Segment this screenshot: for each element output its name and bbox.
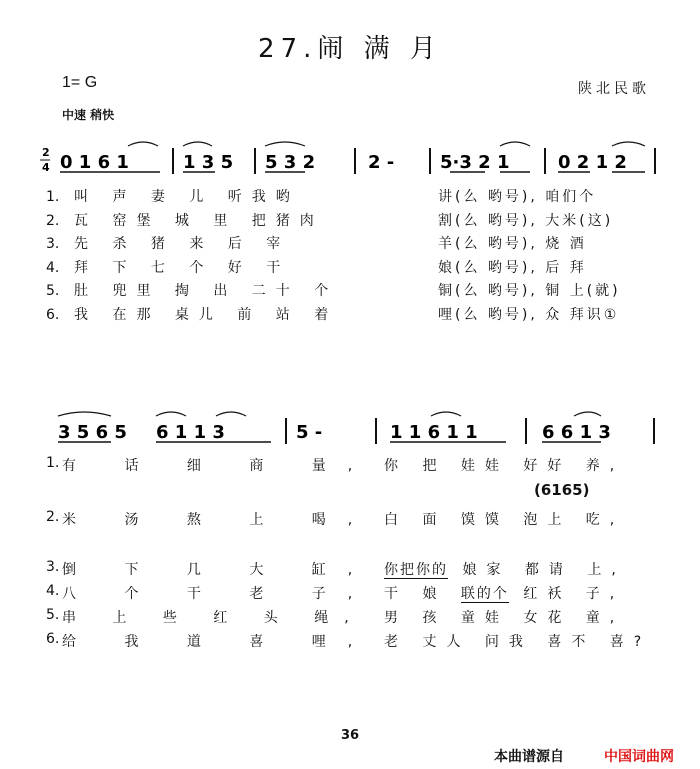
lyric-line: 3. 先 杀 猪 来 后 宰 羊(么 哟号), 烧 酒: [46, 236, 587, 252]
watermark-right: 中国词曲网: [604, 749, 674, 765]
lyrics-block-2: [46, 455, 656, 655]
measure-5: 5·3 2 1: [440, 152, 510, 173]
lyric-line: 5. 串 上 些 红 头 绳, 男 孩 童娃 女花 童,: [46, 607, 625, 626]
measure-3: 5 3 2: [265, 152, 316, 173]
staff-system-2: [56, 410, 661, 454]
watermark-left: 本曲谱源自: [494, 749, 564, 765]
lyric-line: 1. 叫 声 妻 儿 听我哟 讲(么 哟号), 咱们个: [46, 189, 597, 205]
measure-7: 3 5 6 5: [58, 422, 127, 443]
time-signature-bottom: 4: [42, 161, 50, 174]
measure-11: 6 6 1 3: [542, 422, 611, 443]
tempo-marking: 中速 稍快: [62, 108, 115, 122]
lyrics-block-1: [46, 186, 656, 327]
page-number: 36: [340, 728, 360, 743]
measure-4: 2 -: [368, 152, 395, 173]
measure-8: 6 1 1 3: [156, 422, 225, 443]
key-signature: 1= G: [62, 74, 98, 91]
lyric-line: 6. 我 在那 桌儿 前 站 着 哩(么 哟号), 众 拜识①: [46, 306, 620, 323]
lyric-line: 6. 给 我 道 喜 哩, 老 丈人 问我 喜不 喜?: [46, 631, 652, 650]
lyric-line: 2. 米 汤 熬 上 喝, 白 面 馍馍 泡上 吃,: [46, 509, 625, 528]
measure-1: 0 1 6 1: [60, 152, 129, 173]
song-title: 27.闹 满 月: [258, 34, 442, 64]
measure-10: 1 1 6 1 1: [390, 422, 478, 443]
lyric-line: 2. 瓦 窑堡 城 里 把猪肉 割(么 哟号), 大米(这): [46, 212, 614, 229]
measure-2: 1 3 5: [183, 152, 234, 173]
variant-notes: (6165): [534, 481, 590, 499]
song-origin: 陕北民歌: [578, 81, 650, 97]
lyric-line: 4. 八 个 干 老 子, 干 娘 联的个 红袄 子,: [46, 583, 625, 602]
measure-9: 5 -: [296, 422, 323, 443]
lyric-line: 4. 拜 下 七 个 好 干 娘(么 哟号), 后 拜: [46, 259, 587, 276]
variant-line: [46, 481, 656, 509]
measure-6: 0 2 1 2: [558, 152, 627, 173]
lyric-line: 3. 倒 下 几 大 缸, 你把你的 娘家 都请 上,: [46, 559, 626, 578]
lyric-line: 5. 肚 兜里 掏 出 二十 个 铜(么 哟号), 铜 上(就): [46, 283, 621, 299]
staff-system-1: [40, 140, 665, 184]
time-signature-top: 2: [42, 146, 50, 159]
lyric-line: 1. 有 话 细 商 量, 你 把 娃娃 好好 养,: [46, 455, 625, 474]
